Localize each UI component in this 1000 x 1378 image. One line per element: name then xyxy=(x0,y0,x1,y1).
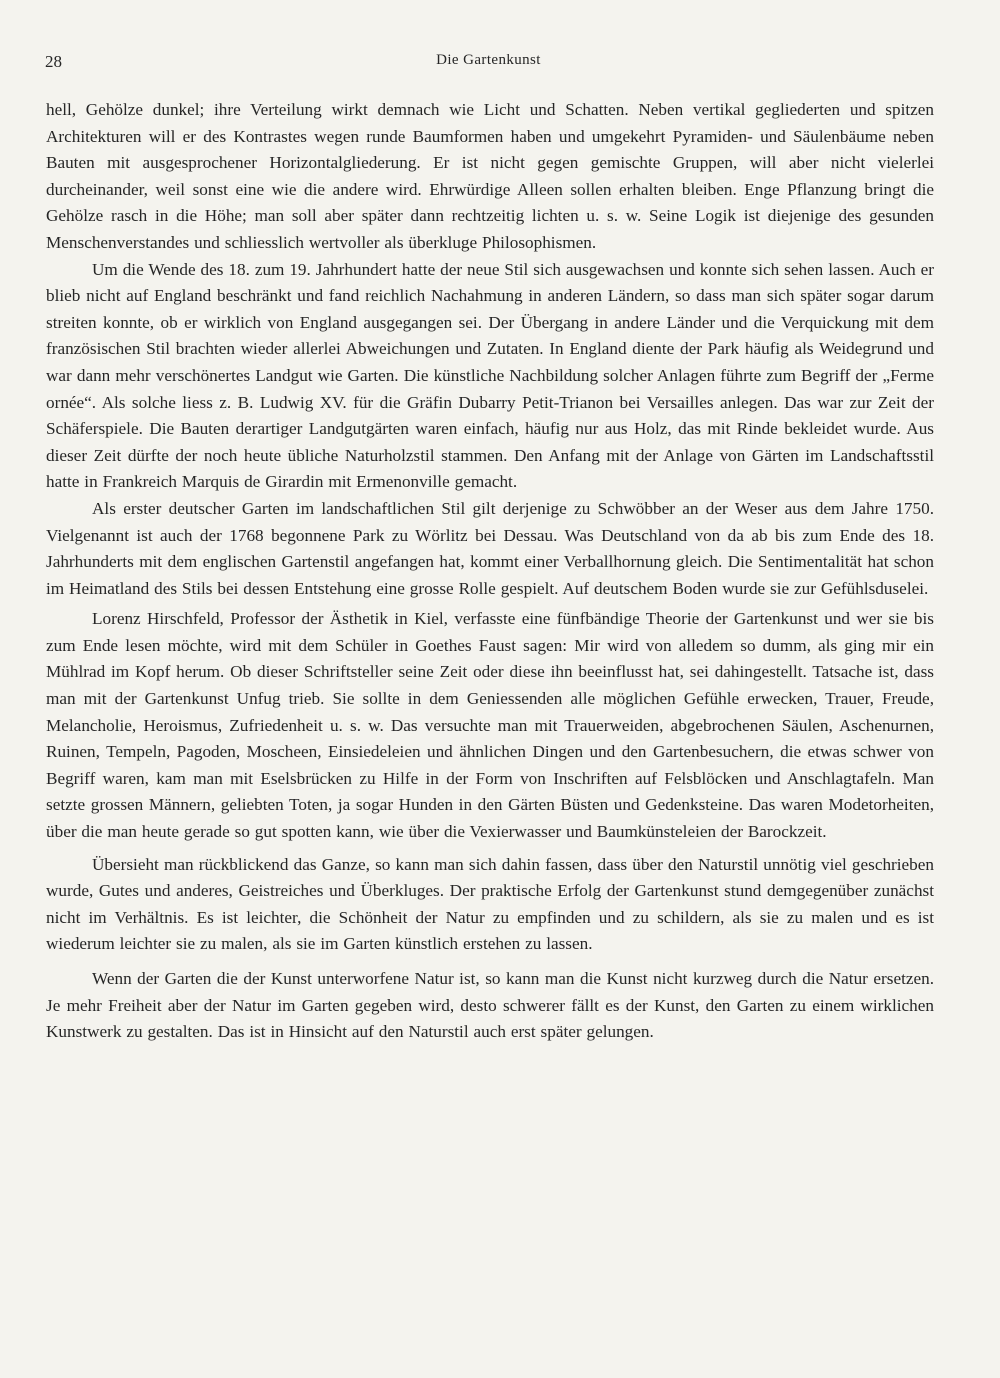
body-text xyxy=(46,97,934,1046)
paragraph-2: Um die Wende des 18. zum 19. Jahrhundert hatte der neue Stil sich ausgewachsen und konnte sich sehen lassen. Auch er blieb nicht auf England beschränkt und fand reichlich Nachahmung in anderen Ländern, so dass man sich später sogar darum streiten konnte, ob er wirklich von England ausgegangen sei. Der Übergang in andere Länder und die Verquickung mit dem französischen Stil brachten wieder allerlei Abweichungen und Zutaten. In England diente der Park häufig als Weidegrund und war dann mehr verschönertes Landgut wie Garten. Die künstliche Nachbildung solcher Anlagen führte zum Begriff der „Ferme ornée“. Als solche liess z. B. Ludwig XV. für die Gräfin Dubarry Petit-Trianon bei Versailles anlegen. Das war zur Zeit der Schäferspiele. Die Bauten derartiger Landgutgärten waren einfach, häufig nur aus Holz, das mit Rinde bekleidet wurde. Aus dieser Zeit dürfte der noch heute übliche Naturholzstil stammen. Den Anfang mit der Anlage von Gärten im Landschaftsstil hatte in Frankreich Marquis de Girardin mit Ermenonville gemacht. xyxy=(46,259,934,492)
paragraph-5: Übersieht man rückblickend das Ganze, so kann man sich dahin fassen, dass über den Naturstil unnötig viel geschrieben wurde, Gutes und anderes, Geistreiches und Überkluges. Der praktische Erfolg der Gartenkunst stund demgegenüber zunächst nicht im Verhältnis. Es ist leichter, die Schönheit der Natur zu empfinden und zu schildern, als sie zu malen und es ist wiederum leichter sie zu malen, als sie im Garten künstlich erstehen zu lassen. xyxy=(46,854,934,954)
paragraph-4: Lorenz Hirschfeld, Professor der Ästhetik in Kiel, verfasste eine fünfbändige Theorie der Gartenkunst und wer sie bis zum Ende lesen möchte, wird mit dem Schüler in Goethes Faust sagen: Mir wird von alledem so dumm, als ging mir ein Mühlrad im Kopf herum. Ob dieser Schriftsteller seine Zeit oder diese ihn beeinflusst hat, sei dahingestellt. Tatsache ist, dass man mit der Gartenkunst Unfug trieb. Sie sollte in dem Geniessenden alle möglichen Gefühle erwecken, Trauer, Freude, Melancholie, Heroismus, Zufriedenheit u. s. w. Das versuchte man mit Trauerweiden, abgebrochenen Säulen, Aschenurnen, Ruinen, Tempeln, Pagoden, Moscheen, Einsiedeleien und ähnlichen Dingen und den Gartenbesuchern, die etwas schwer von Begriff waren, kam man mit Eselsbrücken zu Hilfe in der Form von Inschriften auf Felsblöcken und Anschlagtafeln. Man setzte grossen Männern, geliebten Toten, ja sogar Hunden in den Gärten Büsten und Gedenksteine. Das waren Modetorheiten, über die man heute gerade so gut spotten kann, wie über die Vexierwasser und Baumkünsteleien der Barockzeit. xyxy=(46,609,934,842)
paragraph-1: hell, Gehölze dunkel; ihre Verteilung wirkt demnach wie Licht und Schatten. Neben vertikal gegliederten und spitzen Architekturen will er des Kontrastes wegen runde Baumformen haben und umgekehrt Pyramiden- und Säulenbäume neben Bauten mit ausgesprochener Horizontalgliederung. Er ist nicht gegen gemischte Gruppen, will aber nicht vielerlei durcheinander, weil sonst eine wie die andere wird. Ehrwürdige Alleen sollen erhalten bleiben. Enge Pflanzung bringt die Gehölze rasch in die Höhe; man soll aber später dann rechtzeitig lichten u. s. w. Seine Logik ist diejenige des gesunden Menschenverstandes und schliesslich wertvoller als überkluge Philosophismen. xyxy=(46,100,934,252)
running-title: Die Gartenkunst xyxy=(436,52,541,68)
paragraph-3: Als erster deutscher Garten im landschaftlichen Stil gilt derjenige zu Schwöbber an der Weser aus dem Jahre 1750. Vielgenannt ist auch der 1768 begonnene Park zu Wörlitz bei Dessau. Was Deutschland von da ab bis zum Ende des 18. Jahrhunderts mit dem englischen Gartenstil angefangen hat, kommt einer Verballhornung gleich. Die Sentimentalität hat schon im Heimatland des Stils bei dessen Entstehung eine grosse Rolle gespielt. Auf deutschem Boden wurde sie zur Gefühlsduselei. xyxy=(46,498,934,598)
page-number: 28 xyxy=(45,52,62,71)
paragraph-6: Wenn der Garten die der Kunst unterworfene Natur ist, so kann man die Kunst nicht kurzweg durch die Natur ersetzen. Je mehr Freiheit aber der Natur im Garten gegeben wird, desto schwerer fällt es der Kunst, den Garten zu einem wirklichen Kunstwerk zu gestalten. Das ist in Hinsicht auf den Naturstil auch erst später gelungen. xyxy=(46,969,934,1042)
page-header xyxy=(45,52,932,76)
